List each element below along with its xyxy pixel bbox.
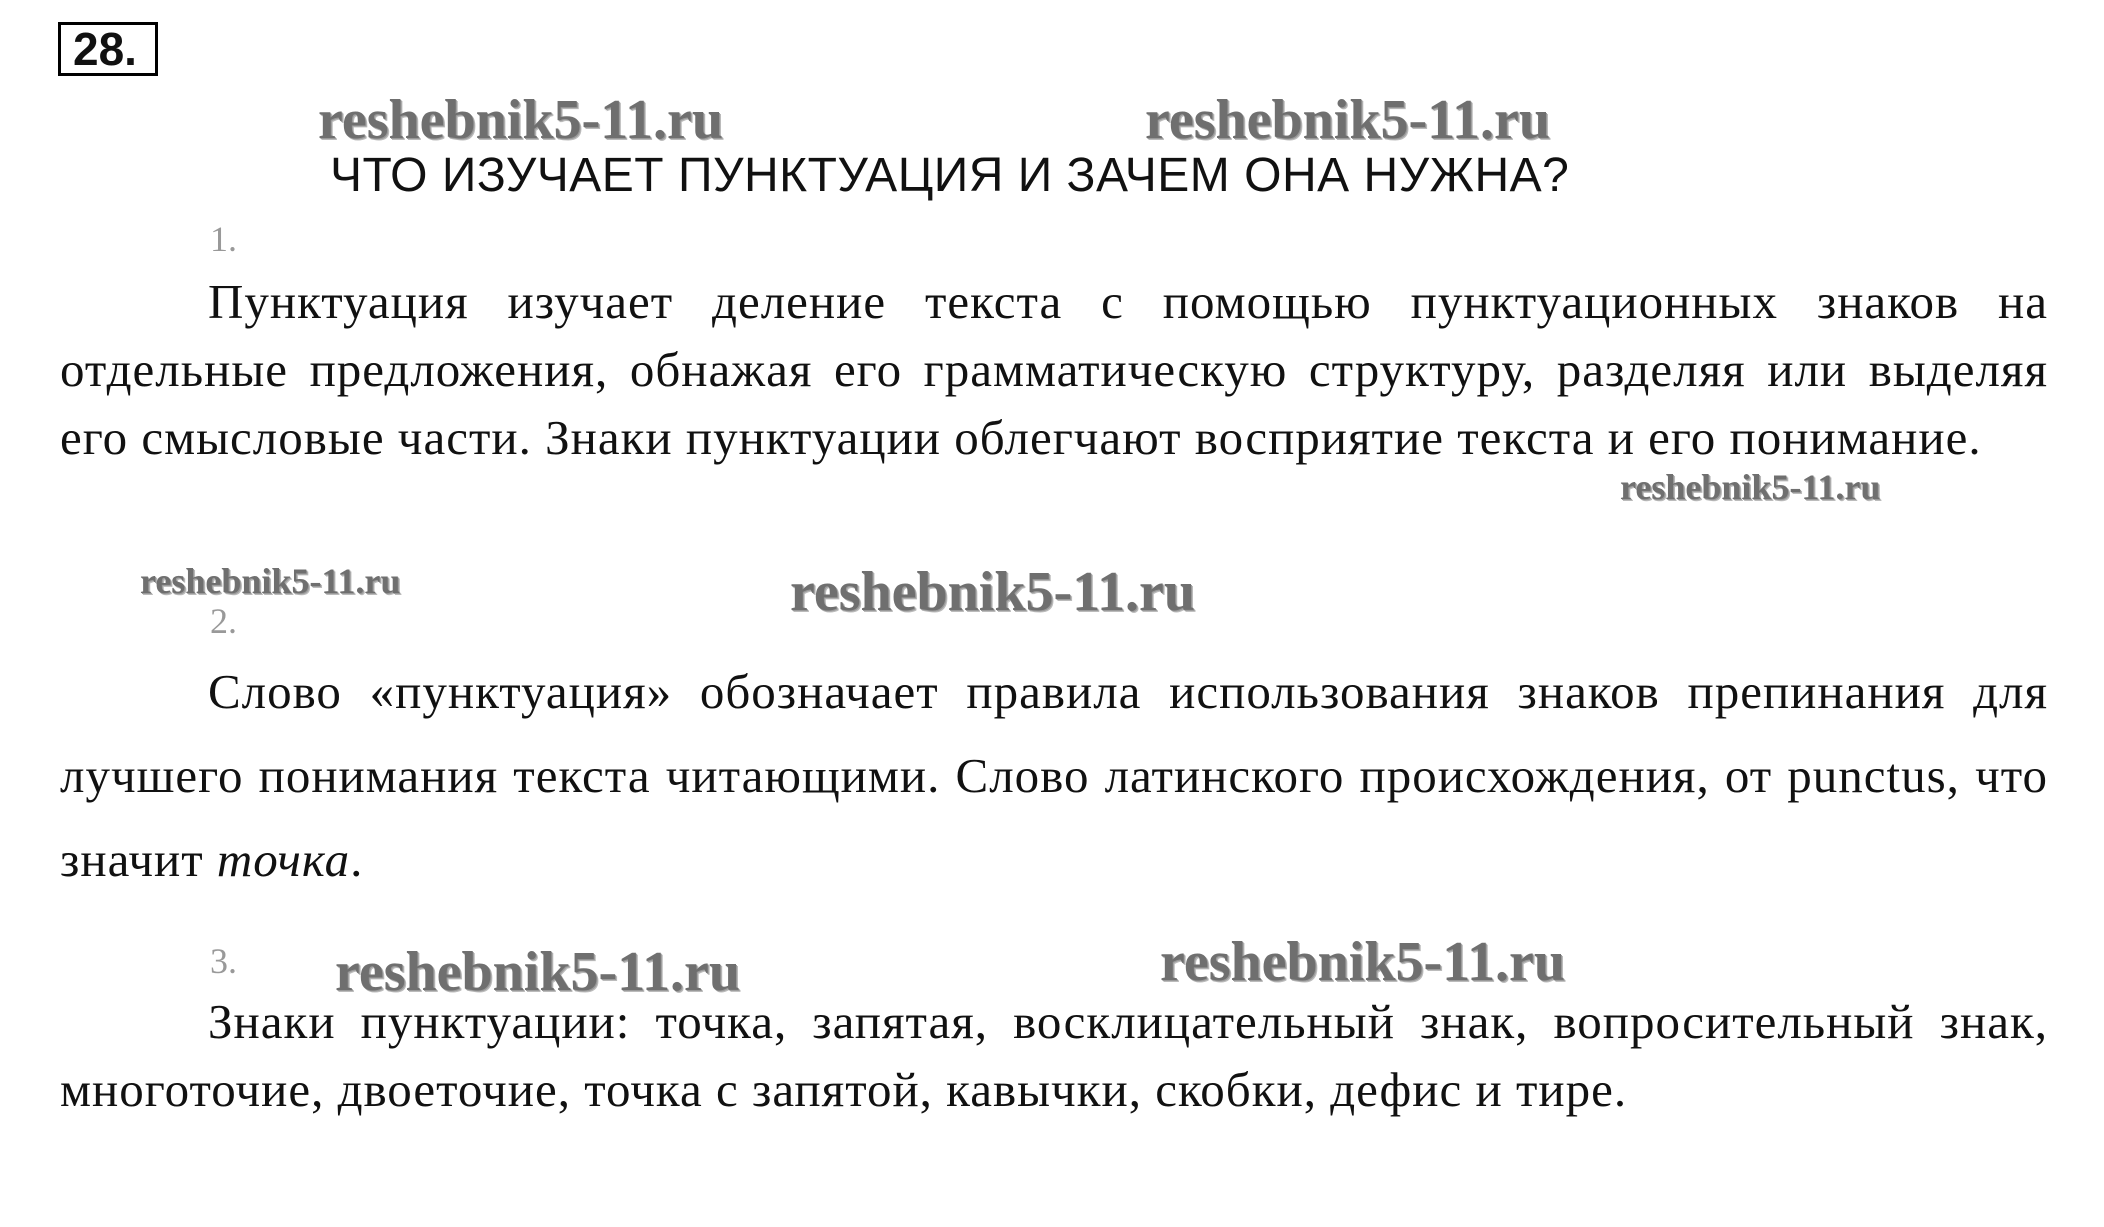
section-number-3: 3. [210, 941, 237, 981]
watermark: reshebnik5-11.ru [1145, 89, 1551, 151]
watermark: reshebnik5-11.ru [318, 89, 724, 151]
section-number-2: 2. [210, 601, 237, 641]
section-text-2-end: . [350, 832, 364, 887]
section-text-2-main: Слово «пунктуация» обозначает правила использования знаков препинания для лучшего понимания текста читающими. Слово латинского происхождения, от punctus, что значит [60, 664, 2048, 887]
watermark: reshebnik5-11.ru [1620, 467, 1881, 507]
page-title: ЧТО ИЗУЧАЕТ ПУНКТУАЦИЯ И ЗАЧЕМ ОНА НУЖНА? [330, 149, 1570, 202]
section-text-2-italic: точка [216, 832, 351, 887]
task-number-box [58, 22, 158, 76]
task-number: 28. [73, 23, 137, 75]
section-text-3: Знаки пунктуации: точка, запятая, восклицательный знак, вопросительный знак, многоточие, двоеточие, точка с запятой, кавычки, скобки, дефис и тире. [60, 994, 2048, 1117]
watermark: reshebnik5-11.ru [140, 561, 401, 601]
watermark: reshebnik5-11.ru [790, 561, 1196, 623]
section-text-1: Пунктуация изучает деление текста с помощью пунктуационных знаков на отдельные предложения, обнажая его грамматическую структуру, разделяя или выделяя его смысловые части. Знаки пунктуации облегчают восприятие текста и его понимание. [60, 274, 2048, 465]
section-number-1: 1. [210, 219, 237, 259]
section-text-2 [60, 650, 2048, 902]
watermark: reshebnik5-11.ru [1160, 931, 1566, 993]
watermark: reshebnik5-11.ru [335, 941, 741, 1003]
